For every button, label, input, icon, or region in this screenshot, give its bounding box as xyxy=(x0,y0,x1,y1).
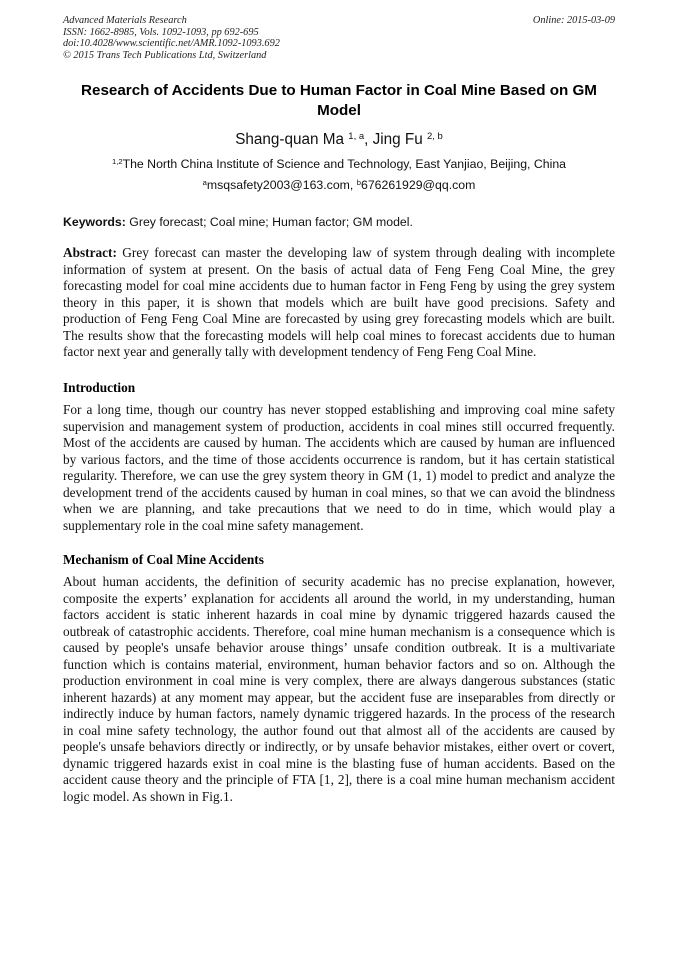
title-line-2: Model xyxy=(317,101,361,119)
introduction-line: development trend of the accidents caused by human in coal mines, so that we can avoid the blindness xyxy=(63,484,615,500)
abstract-line: theory in this paper, it is shown that models which are built have good precisions. Safety and xyxy=(63,294,615,310)
mechanism-heading: Mechanism of Coal Mine Accidents xyxy=(63,552,264,567)
keywords xyxy=(63,215,615,230)
author-list xyxy=(0,131,678,149)
abstract-line: The results show that the forecasting models will help coal mines to forecast accidents due to human xyxy=(63,327,615,343)
mechanism-line: factors accident is static inherent hazards in coal mine by dynamic triggered hazards caused the xyxy=(63,607,615,622)
mechanism-line: outbreak of catastrophic accidents. Therefore, coal mine human mechanism is a consequence which is xyxy=(63,623,615,639)
abstract xyxy=(63,245,615,361)
mechanism-line: in coal mine safety technology, the author found out that almost all of the accidents are caused by xyxy=(63,722,615,738)
journal-doi: doi:10.4028/www.scientific.net/AMR.1092-1093.692 xyxy=(63,38,280,50)
online-date: Online: 2015-03-09 xyxy=(532,15,615,26)
mechanism-line: accident cause theory and the principle of FTA [1, 2], there is a coal mine human mechanism accident xyxy=(63,772,615,787)
introduction-line: supervision and management system of production, accidents in coal mines still occurred frequently. xyxy=(63,418,615,434)
mechanism-line: dynamic triggered hazards exist in coal mine is the blasting fuse of human accidents. Based on the xyxy=(63,755,615,771)
journal-header xyxy=(63,15,615,61)
introduction-line: by various factors, and the time of those accidents occurrence is random, but it has certain statistical xyxy=(63,451,615,467)
abstract-line: Abstract: Grey forecast can master the developing law of system through dealing with incomplete xyxy=(63,245,615,260)
keywords-label: Keywords: xyxy=(63,215,126,229)
author-2-affil-mark: 2, b xyxy=(427,130,443,142)
title-line-1: Research of Accidents Due to Human Factor in Coal Mine Based on GM xyxy=(81,82,597,99)
introduction-line: Most of the accidents are caused by human. The accidents which are caused by human are influenced xyxy=(63,435,615,450)
introduction-line: regularity. Therefore, we can use the grey system theory in GM (1, 1) model to predict and analyze the xyxy=(63,468,615,483)
mechanism-line: composite the experts’ explanation for accidents all around the world, in my understanding, human xyxy=(63,590,615,606)
keywords-text: Grey forecast; Coal mine; Human factor; GM model. xyxy=(125,215,413,229)
author-1-name: Shang-quan Ma xyxy=(235,131,349,148)
introduction-heading: Introduction xyxy=(63,380,136,395)
mechanism-line: people's unsafe behaviors directly or indirectly, or by unsafe behavior mistakes, either overt or covert, xyxy=(63,739,615,754)
email-a-mark: a xyxy=(202,177,207,187)
author-separator: , xyxy=(364,131,373,148)
journal-name: Advanced Materials Research xyxy=(63,15,187,26)
affiliation-text: The North China Institute of Science and Technology, East Yanjiao, Beijing, China xyxy=(122,157,566,171)
introduction-paragraph xyxy=(63,402,615,534)
abstract-line: production of Feng Feng Coal Mine are forecasted by using grey forecasting models which are built. xyxy=(63,311,615,326)
mechanism-line: production environment in coal mine is very complex, there are always dangerous substances (static xyxy=(63,673,615,688)
mechanism-line: caused by people's unsafe behavior arouse things’ unsafe condition outbreak. It is a multivariate xyxy=(63,640,615,655)
journal-issn: ISSN: 1662-8985, Vols. 1092-1093, pp 692-695 xyxy=(63,26,259,38)
mechanism-line: logic model. As shown in Fig.1. xyxy=(63,788,233,804)
author-1-affil-mark: 1, a xyxy=(348,130,365,142)
affiliation-mark: 1,2 xyxy=(112,156,123,166)
paper-title xyxy=(50,81,628,120)
introduction-line: supplementary role in the coal mine safety management. xyxy=(63,517,364,533)
abstract-line: information of system at present. On the basis of actual data of Feng Feng Coal Mine, the grey xyxy=(63,261,615,277)
mechanism-line: indirectly induce by human factors, namely dynamic triggered hazards. In the process of the research xyxy=(63,706,615,721)
mechanism-line: function which is contains material, environment, human behavior factors and so on. Although the xyxy=(63,656,615,672)
affiliation xyxy=(0,157,678,172)
mechanism-paragraph xyxy=(63,574,615,805)
author-2-name: Jing Fu xyxy=(372,131,428,148)
abstract-label: Abstract: xyxy=(63,245,117,260)
abstract-line: factor next year and generally tally with development tendency of Feng Feng Coal Mine. xyxy=(63,344,537,359)
introduction-line: when we are planning, and take precautions that we need to do in time, which would play a xyxy=(63,501,615,516)
email-a: msqsafety2003@163.com, xyxy=(206,178,357,192)
journal-copyright: © 2015 Trans Tech Publications Ltd, Switzerland xyxy=(63,49,267,61)
abstract-line: forecasting model for coal mine accidents due to human factor in Feng Feng by using the grey system xyxy=(63,278,615,293)
mechanism-line: inherent hazards) at any moment may appear, but the accident fuse are inseparables from directly or xyxy=(63,689,615,705)
introduction-line: For a long time, though our country has never stopped establishing and improving coal mine safety xyxy=(63,402,615,417)
email-b-mark: b xyxy=(356,177,361,187)
mechanism-line: About human accidents, the definition of security academic has no precise explanation, however, xyxy=(63,574,615,589)
author-emails xyxy=(0,178,678,193)
email-b: 676261929@qq.com xyxy=(360,178,476,192)
